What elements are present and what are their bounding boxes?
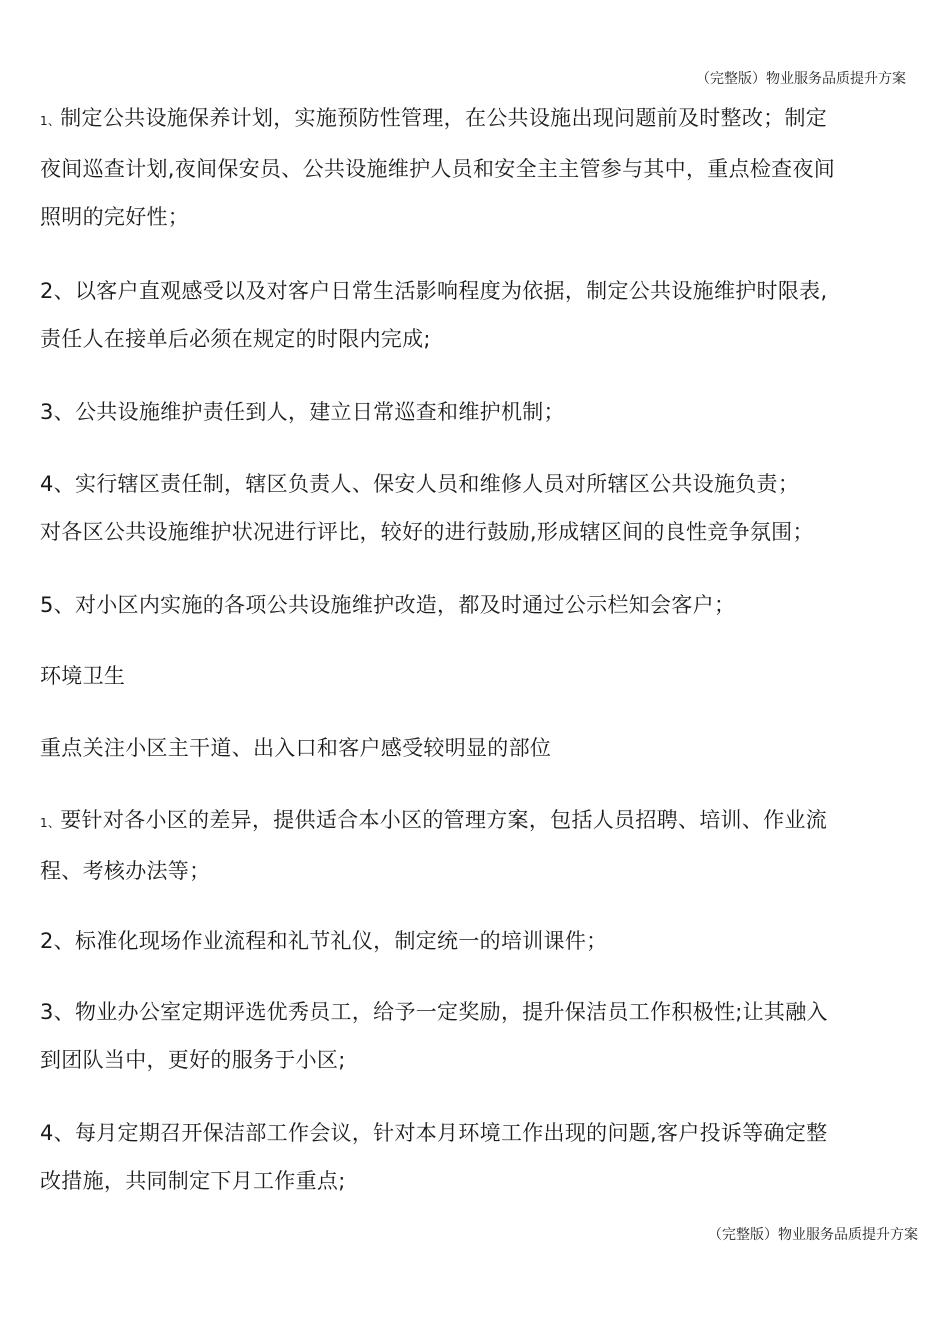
paragraph-line: 4、实行辖区责任制，辖区负责人、保安人员和维修人员对所辖区公共设施负责； bbox=[40, 472, 800, 496]
paragraph-6 bbox=[40, 796, 916, 895]
paragraph-line: 程、考核办法等； bbox=[40, 859, 211, 883]
section-heading bbox=[40, 652, 916, 700]
list-marker: 1、 bbox=[40, 114, 61, 128]
section-intro bbox=[40, 724, 916, 772]
paragraph-line: 重点关注小区主干道、出入口和客户感受较明显的部位 bbox=[40, 736, 552, 760]
paragraph-line: 3、公共设施维护责任到人，建立日常巡查和维护机制； bbox=[40, 400, 565, 424]
paragraph-7 bbox=[40, 917, 916, 965]
paragraph-line: 1、制定公共设施保养计划，实施预防性管理，在公共设施出现问题前及时整改；制定 bbox=[40, 106, 828, 130]
paragraph-line: 夜间巡查计划,夜间保安员、公共设施维护人员和安全主主管参与其中，重点检查夜间 bbox=[40, 157, 836, 181]
paragraph-2 bbox=[40, 267, 916, 363]
page-header: （完整版）物业服务品质提升方案 bbox=[696, 71, 906, 87]
list-marker: 1、 bbox=[40, 816, 61, 830]
paragraph-line: 改措施，共同制定下月工作重点; bbox=[40, 1169, 346, 1193]
paragraph-5 bbox=[40, 581, 916, 629]
paragraph-line: 2、以客户直观感受以及对客户日常生活影响程度为依据，制定公共设施维护时限表, bbox=[40, 279, 828, 303]
paragraph-4 bbox=[40, 460, 916, 556]
paragraph-line: 4、每月定期召开保洁部工作会议，针对本月环境工作出现的问题,客户投诉等确定整 bbox=[40, 1121, 828, 1145]
paragraph-1 bbox=[40, 94, 916, 241]
page-footer: （完整版）物业服务品质提升方案 bbox=[708, 1227, 918, 1243]
paragraph-3 bbox=[40, 388, 916, 436]
paragraph-9 bbox=[40, 1109, 916, 1205]
heading-line: 环境卫生 bbox=[40, 664, 126, 688]
paragraph-line: 责任人在接单后必须在规定的时限内完成; bbox=[40, 327, 431, 351]
paragraph-line: 照明的完好性； bbox=[40, 205, 190, 229]
paragraph-line: 2、标准化现场作业流程和礼节礼仪，制定统一的培训课件； bbox=[40, 929, 608, 953]
paragraph-line: 到团队当中，更好的服务于小区; bbox=[40, 1048, 346, 1072]
paragraph-8 bbox=[40, 988, 916, 1084]
paragraph-line: 1、要针对各小区的差异，提供适合本小区的管理方案，包括人员招聘、培训、作业流 bbox=[40, 808, 828, 832]
paragraph-line: 对各区公共设施维护状况进行评比，较好的进行鼓励,形成辖区间的良性竞争氛围； bbox=[40, 520, 814, 544]
paragraph-line: 5、对小区内实施的各项公共设施维护改造，都及时通过公示栏知会客户； bbox=[40, 593, 736, 617]
paragraph-line: 3、物业办公室定期评选优秀员工，给予一定奖励，提升保洁员工作积极性;让其融入 bbox=[40, 1000, 828, 1024]
